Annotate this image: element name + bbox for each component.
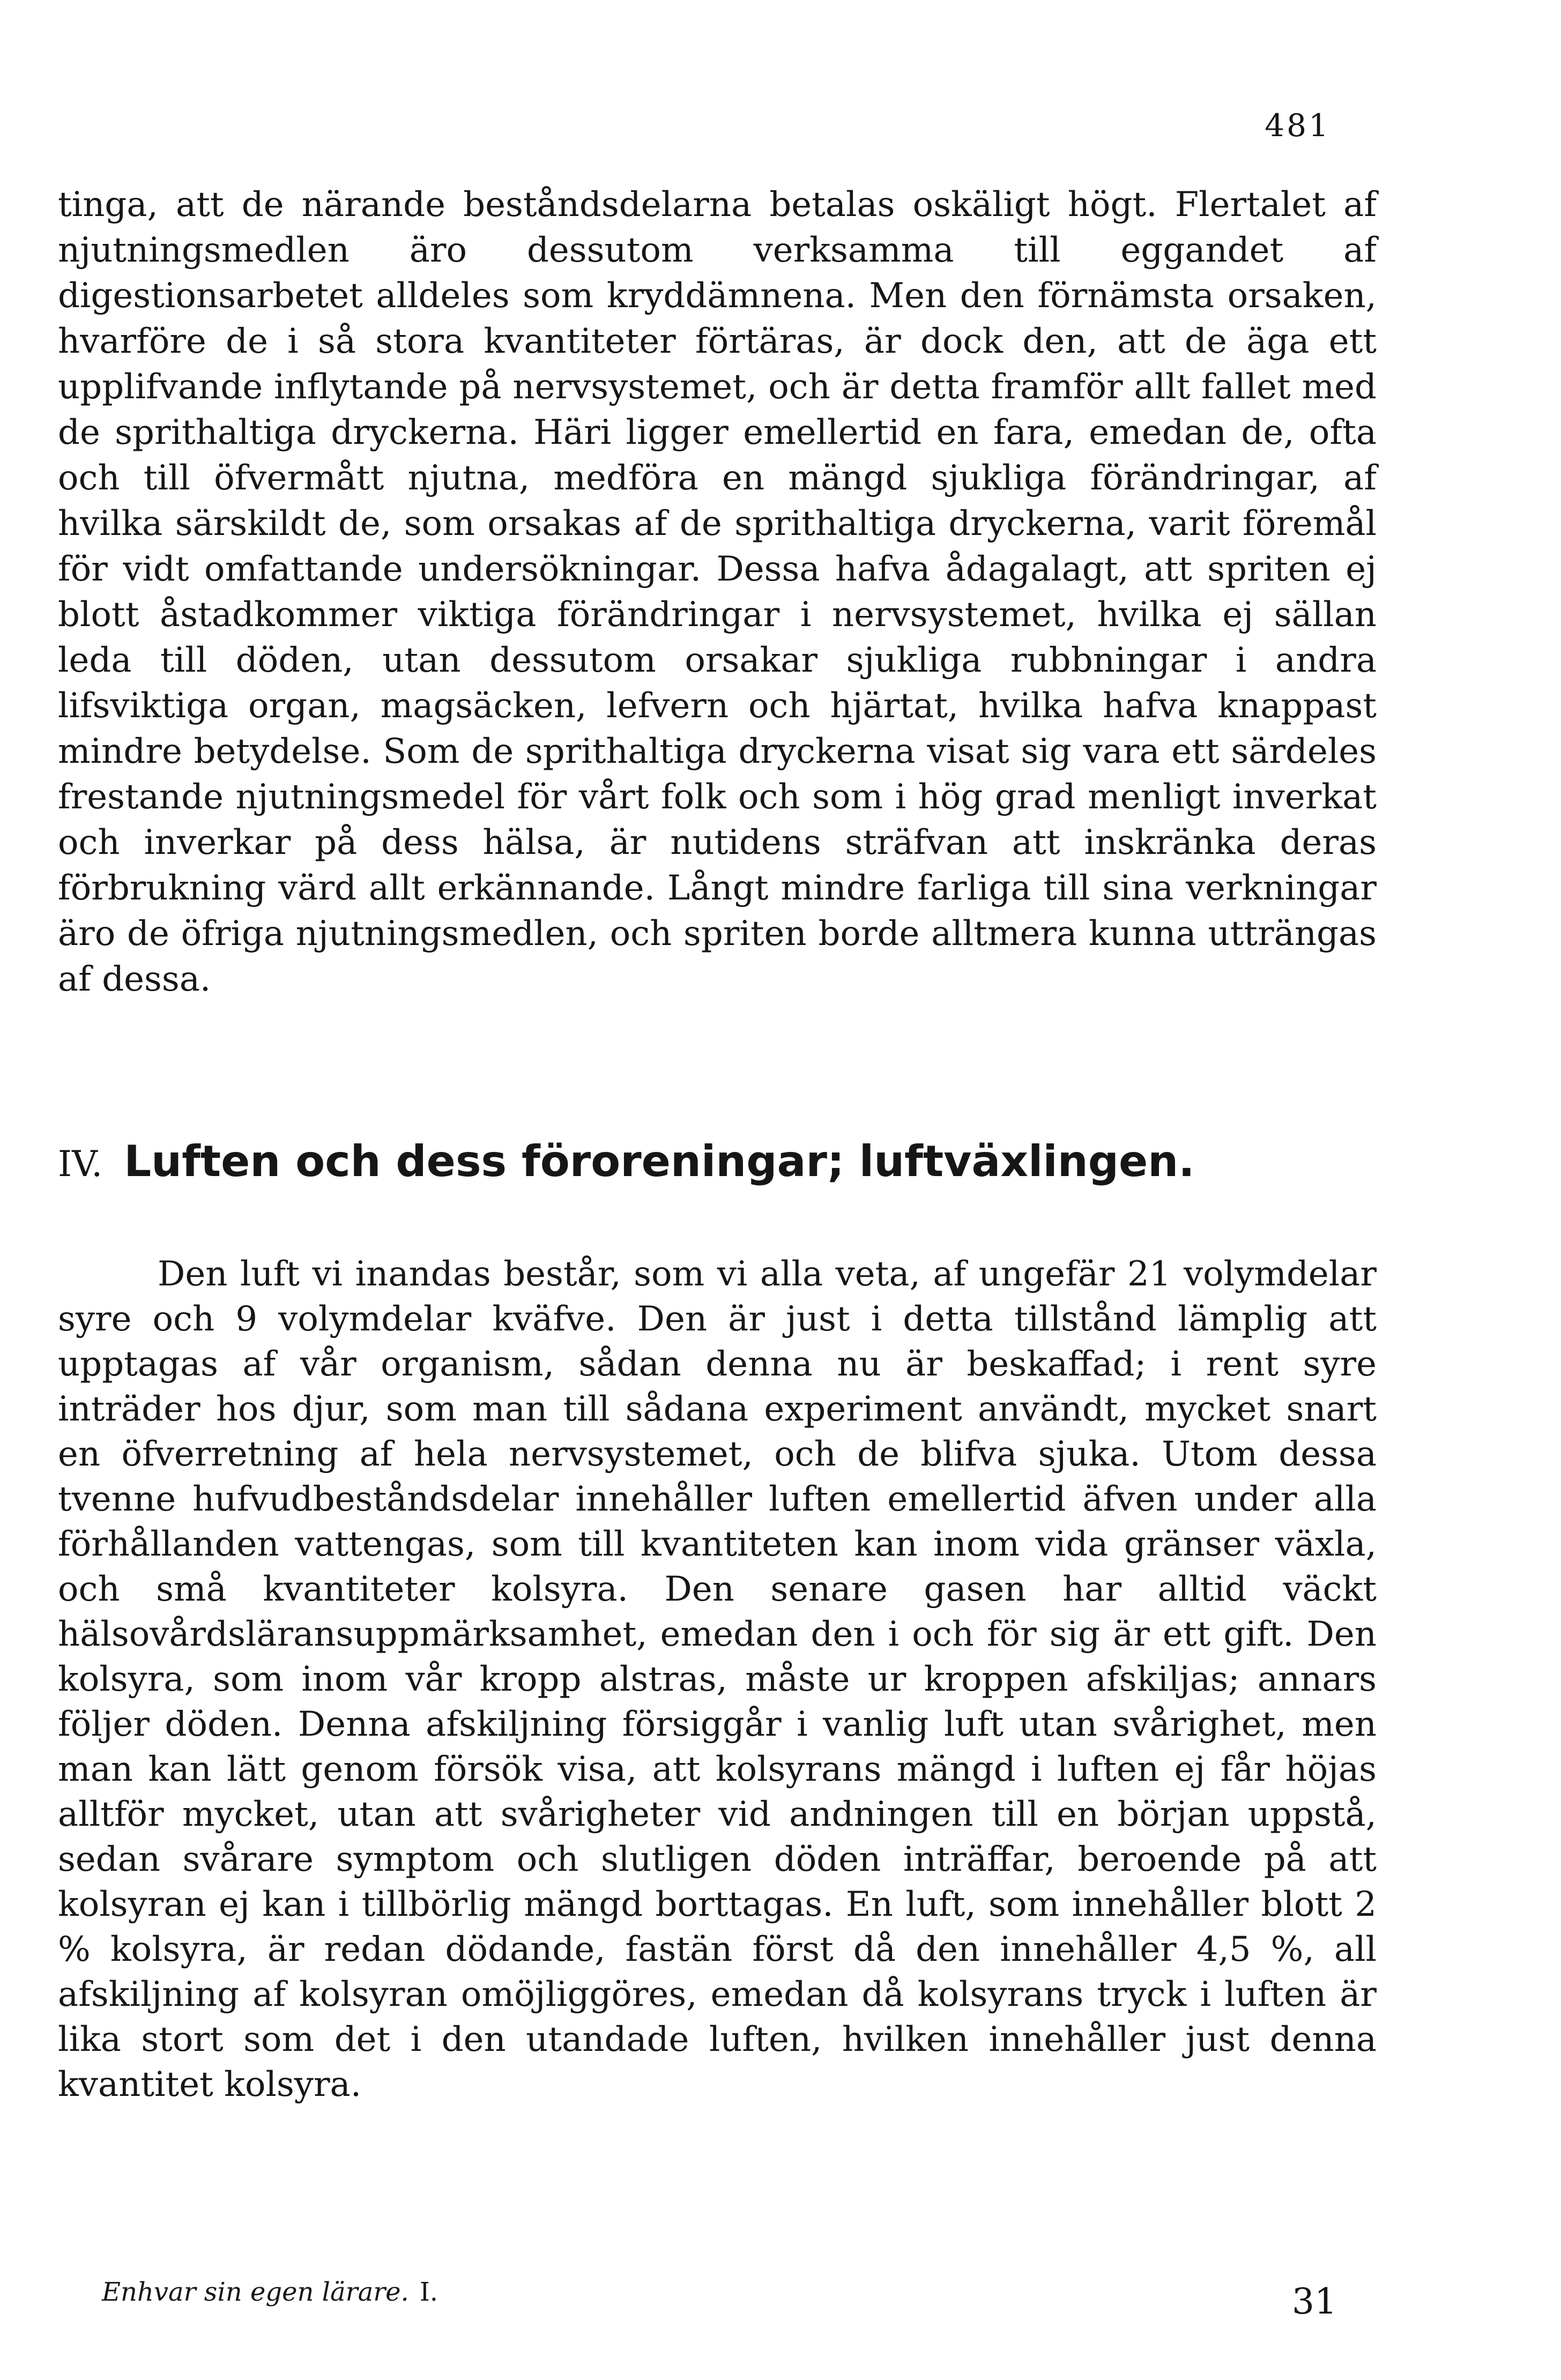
- paragraph-air: Den luft vi inandas består, som vi alla veta, af ungefär 21 volymdelar syre och 9 volymdelar kväfve. Den är just i detta tillstånd lämplig att upptagas af vår organism, sådan denna nu är beskaffad; i rent syre inträder hos djur, som man till sådana experiment användt, mycket snart en öfverretning af hela nervsystemet, och de blifva sjuka. Utom dessa tvenne hufvudbeståndsdelar innehåller luften emellertid äfven under alla förhållanden vattengas, som till kvantiteten kan inom vida gränser växla, och små kvantiteter kolsyra. Den senare gasen har alltid väckt hälsovårdsläransuppmärksamhet, emedan den i och för sig är ett gift. Den kolsyra, som inom vår kropp alstras, måste ur kroppen afskiljas; annars följer döden. Denna afskiljning försiggår i vanlig luft utan svårighet, men man kan lätt genom försök visa, att kolsyrans mängd i luften ej får höjas alltför mycket, utan att svårigheter vid andningen till en början uppstå, sedan svårare symptom och slutligen döden inträffar, beroende på att kolsyran ej kan i tillbörlig mängd borttagas. En luft, som innehåller blott 2 % kolsyra, är redan dödande, fastän först då den innehåller 4,5 %, all afskiljning af kolsyran omöjliggöres, emedan då kolsyrans tryck i luften är lika stort som det i den utandade luften, hvilken innehåller just denna kvantitet kolsyra.: [58, 1254, 1377, 2104]
- section-heading: [58, 1136, 1377, 1186]
- footer-volume: I.: [419, 2277, 438, 2307]
- signature-number: 31: [1292, 2281, 1337, 2322]
- section-title: Luften och dess föroreningar; luftväxlingen.: [124, 1136, 1195, 1186]
- page-number: 481: [1265, 107, 1330, 144]
- section-number: IV.: [58, 1143, 103, 1185]
- footer-title: Enhvar sin egen lärare.: [102, 2277, 409, 2307]
- paragraph-stimulants: tinga, att de närande beståndsdelarna betalas oskäligt högt. Flertalet af njutningsmedlen äro dessutom verksamma till eggandet af digestionsarbetet alldeles som kryddämnena. Men den förnämsta orsaken, hvarföre de i så stora kvantiteter förtäras, är dock den, att de äga ett upplifvande inflytande på nervsystemet, och är detta framför allt fallet med de sprithaltiga dryckerna. Häri ligger emellertid en fara, emedan de, ofta och till öfvermått njutna, medföra en mängd sjukliga förändringar, af hvilka särskildt de, som orsakas af de sprithaltiga dryckerna, varit föremål för vidt omfattande undersökningar. Dessa hafva ådagalagt, att spriten ej blott åstadkommer viktiga förändringar i nervsystemet, hvilka ej sällan leda till döden, utan dessutom orsakar sjukliga rubbningar i andra lifsviktiga organ, magsäcken, lefvern och hjärtat, hvilka hafva knappast mindre betydelse. Som de sprithaltiga dryckerna visat sig vara ett särdeles frestande njutningsmedel för vårt folk och som i hög grad menligt inverkat och inverkar på dess hälsa, är nutidens sträfvan att inskränka deras förbrukning värd allt erkännande. Långt mindre farliga till sina verkningar äro de öfriga njutningsmedlen, och spriten borde alltmera kunna utträngas af dessa.: [58, 185, 1377, 999]
- footer-book-title: [102, 2277, 438, 2307]
